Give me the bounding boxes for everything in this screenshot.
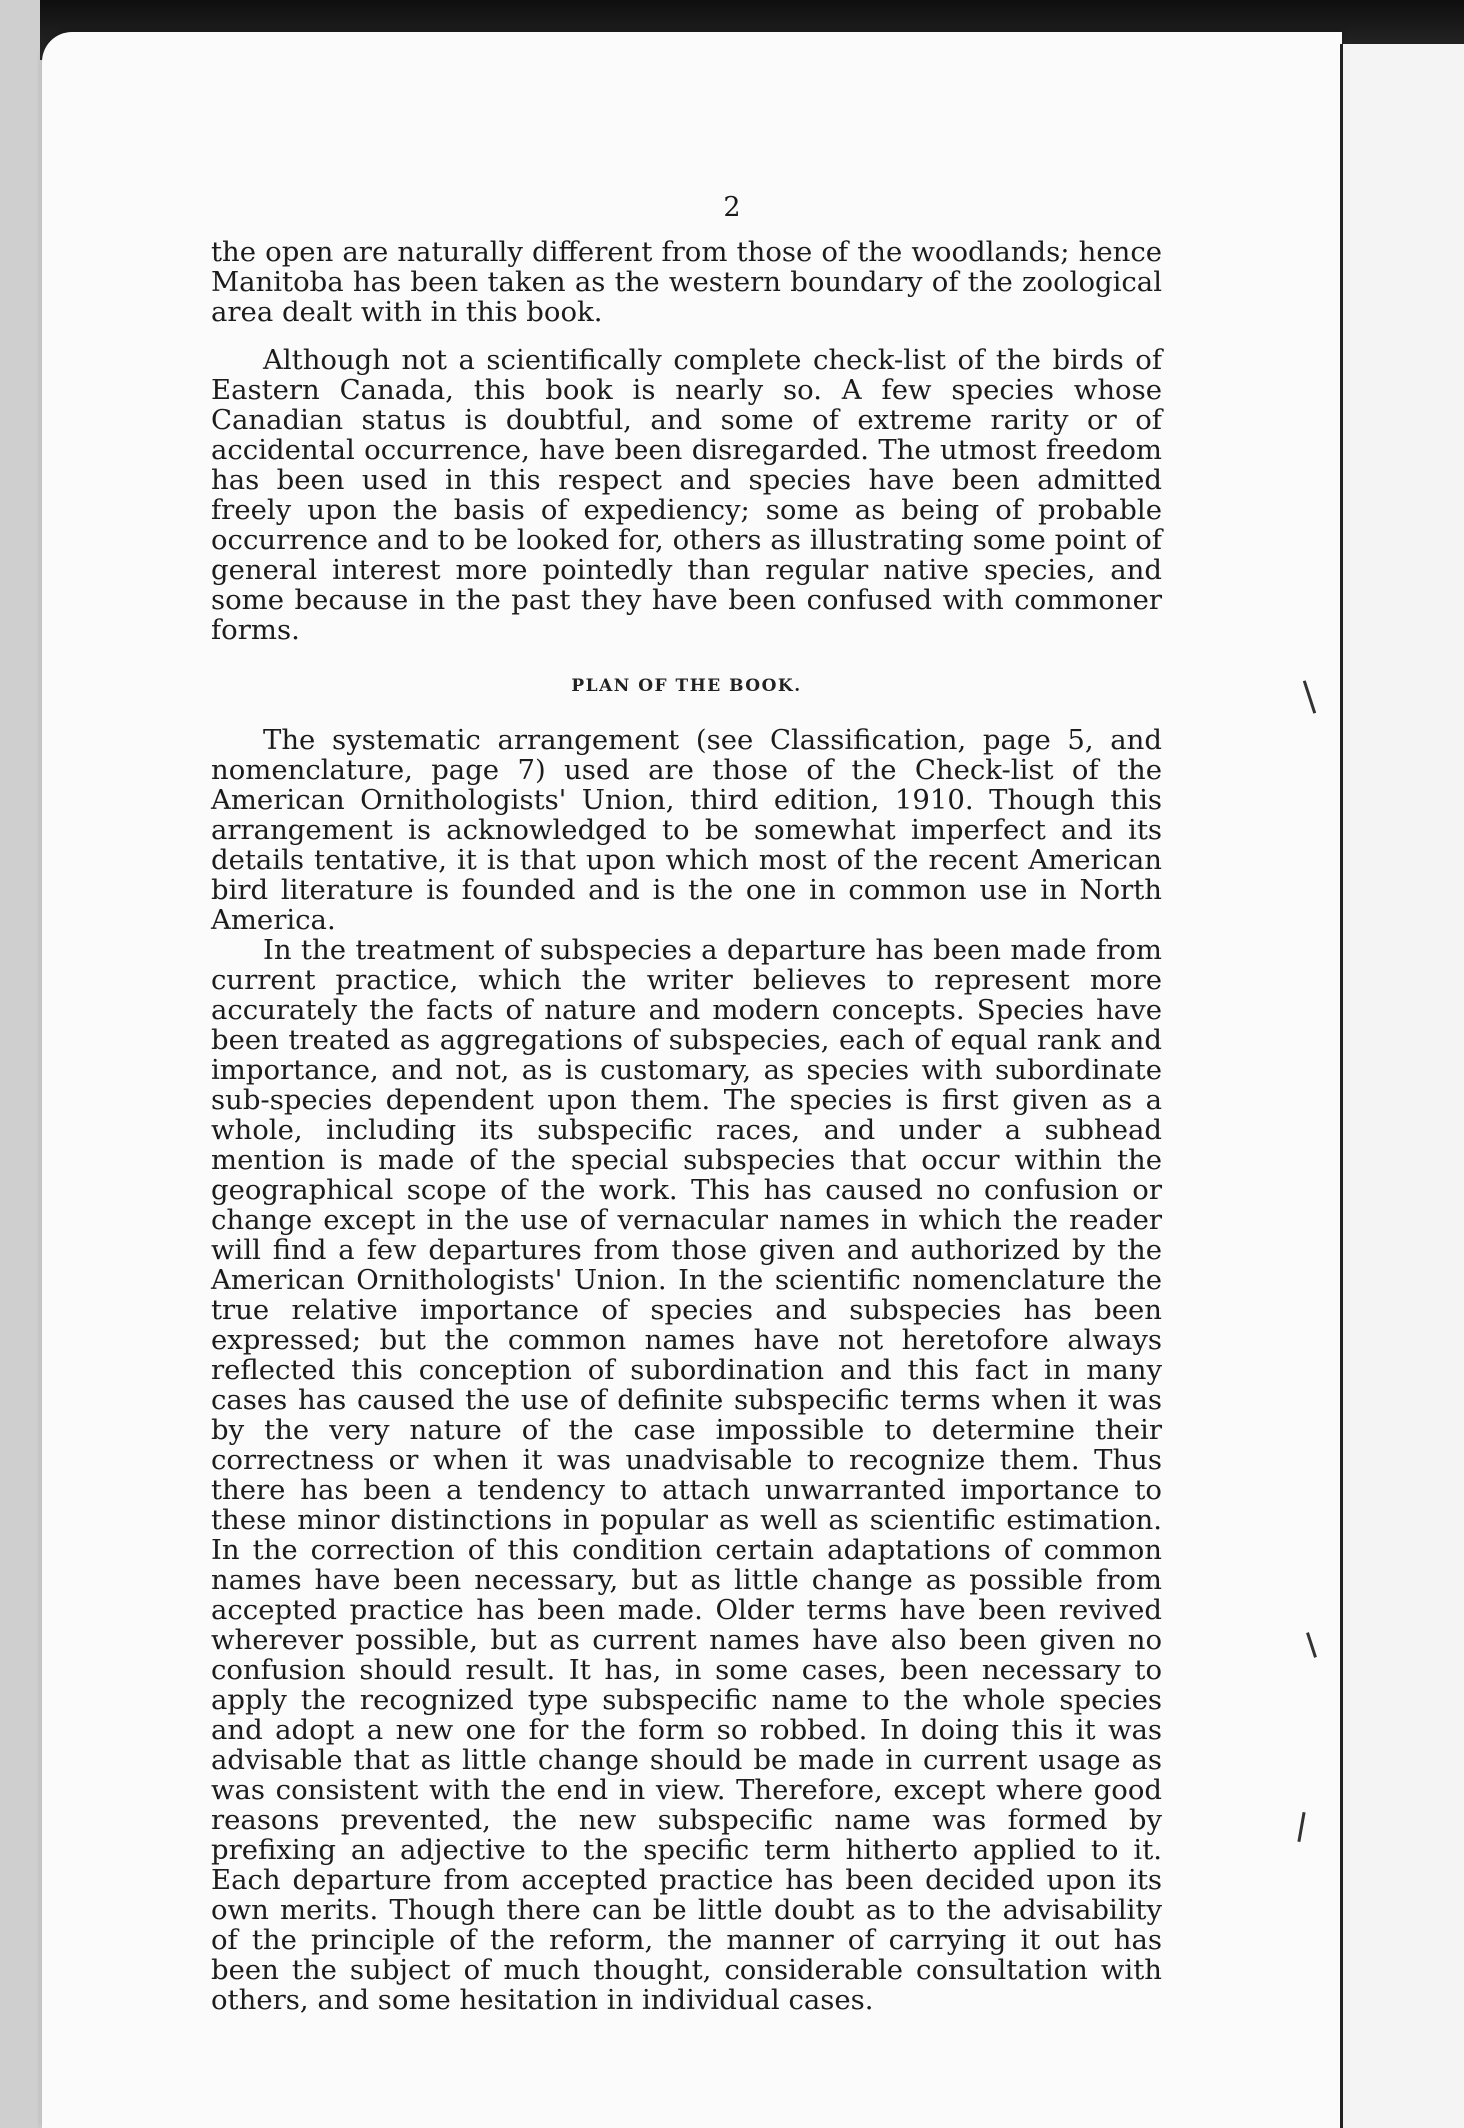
paragraph: The systematic arrangement (see Classification, page 5, and nomenclature, page 7) used are those of the Check-list of the American Ornithologists' Union, third edition, 1910. Though this arrangement is acknowledged to be somewhat imperfect and its details tentative, it is that upon which most of the recent American bird literature is founded and is the one in common use in North America. <box>211 724 1162 936</box>
page-number: 2 <box>723 192 741 223</box>
adjacent-page-edge <box>1340 44 1464 2128</box>
body-text <box>211 237 1162 2015</box>
section-heading: PLAN OF THE BOOK. <box>571 676 802 696</box>
scan-left-margin <box>0 0 40 2128</box>
paragraph: the open are naturally different from those of the woodlands; hence Manitoba has been taken as the western boundary of the zoological area dealt with in this book. <box>211 236 1162 328</box>
paragraph: Although not a scientifically complete check-list of the birds of Eastern Canada, this book is nearly so. A few species whose Canadian status is doubtful, and some of extreme rarity or of accidental occurrence, have been disregarded. The utmost freedom has been used in this respect and species have been admitted freely upon the basis of expediency; some as being of probable occurrence and to be looked for, others as illustrating some point of general interest more pointedly than regular native species, and some because in the past they have been confused with commoner forms. <box>211 344 1162 646</box>
paragraph: In the treatment of subspecies a departure has been made from current practice, which the writer believes to represent more accurately the facts of nature and modern concepts. Species have been treated as aggregations of subspecies, each of equal rank and importance, and not, as is customary, as species with subordinate sub-species dependent upon them. The species is first given as a whole, including its subspecific races, and under a subhead mention is made of the special subspecies that occur within the geographical scope of the work. This has caused no confusion or change except in the use of vernacular names in which the reader will find a few departures from those given and authorized by the American Ornithologists' Union. In the scientific nomenclature the true relative importance of species and subspecies has been expressed; but the common names have not heretofore always reflected this conception of subordination and this fact in many cases has caused the use of definite subspecific terms when it was by the very nature of the case impossible to determine their correctness or when it was unadvisable to recognize them. Thus there has been a tendency to attach unwarranted importance to these minor distinctions in popular as well as scientific estimation. In the correction of this condition certain adaptations of common names have been necessary, but as little change as possible from accepted practice has been made. Older terms have been revived wherever possible, but as current names have also been given no confusion should result. It has, in some cases, been necessary to apply the recognized type subspecific name to the whole species and adopt a new one for the form so robbed. In doing this it was advisable that as little change should be made in current usage as was consistent with the end in view. Therefore, except where good reasons prevented, the new subspecific name was formed by prefixing an adjective to the specific term hitherto applied to it. Each departure from accepted practice has been decided upon its own merits. Though there can be little doubt as to the advisability of the principle of the reform, the manner of carrying it out has been the subject of much thought, considerable consultation with others, and some hesitation in individual cases. <box>211 934 1162 2016</box>
